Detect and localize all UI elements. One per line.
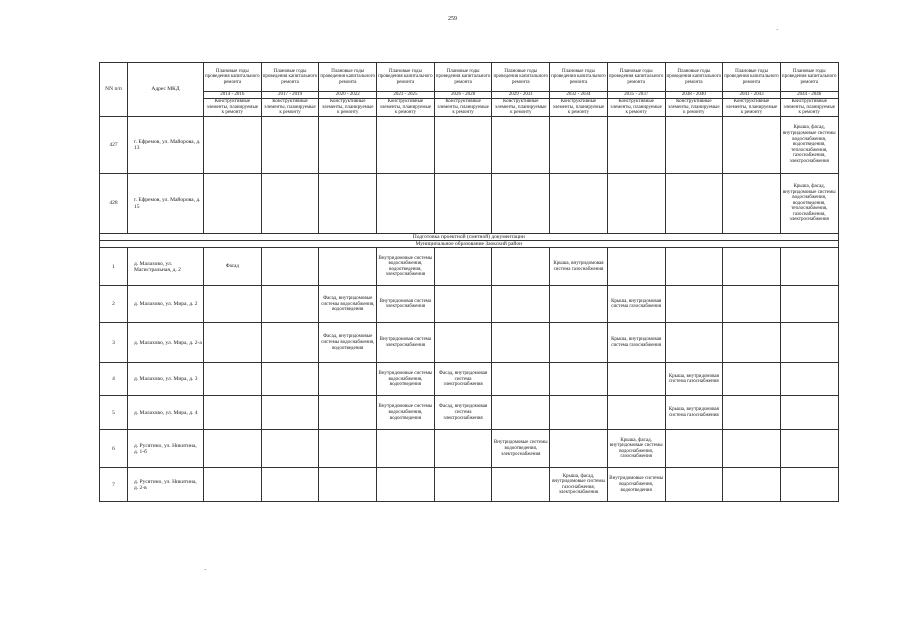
cell [723, 174, 781, 234]
cell [261, 248, 319, 286]
header-period: Плановые годы проведения капитального ремонта [261, 63, 319, 92]
cell [319, 248, 377, 286]
cell [723, 430, 781, 468]
header-elements: Конструктивные элементы, планируемые к ремонту [204, 99, 262, 117]
cell [780, 363, 838, 396]
header-range: 2041 - 2043 [723, 92, 781, 99]
cell: Фасад, внутридомовая система электроснабжения [434, 396, 492, 430]
table-row [100, 468, 839, 502]
cell [550, 396, 608, 430]
header-range: 2035 - 2037 [607, 92, 665, 99]
header-period: Плановые годы проведения капитального ремонта [204, 63, 262, 92]
cell [261, 286, 319, 323]
header-elements: Конструктивные элементы, планируемые к ремонту [492, 99, 550, 117]
table-row [100, 117, 839, 174]
row-number: 427 [100, 117, 128, 174]
header-elements: Конструктивные элементы, планируемые к ремонту [723, 99, 781, 117]
cell [434, 323, 492, 363]
cell: Крыша, фасад, внутридомовые системы водоснабжения, газоснабжения [607, 430, 665, 468]
cell [204, 286, 262, 323]
header-period: Плановые годы проведения капитального ремонта [607, 63, 665, 92]
cell [550, 323, 608, 363]
cell: Внутридомовые системы водоснабжения, водоотведения [377, 363, 435, 396]
cell [492, 174, 550, 234]
header-period: Плановые годы проведения капитального ремонта [550, 63, 608, 92]
header-address: Адрес МКД [128, 63, 204, 117]
cell [723, 396, 781, 430]
table-row [100, 248, 839, 286]
row-address: д. Малахово, ул. Магистральная, д. 2 [128, 248, 204, 286]
table-row [100, 396, 839, 430]
cell [377, 174, 435, 234]
cell [665, 286, 723, 323]
cell [723, 363, 781, 396]
section-title: Подготовка проектной (сметной) документации [100, 234, 839, 241]
cell [261, 363, 319, 396]
table-row [100, 323, 839, 363]
cell [377, 430, 435, 468]
cell [550, 174, 608, 234]
cell [204, 363, 262, 396]
cell: Внутридомовые системы водоснабжения, водоотведения [377, 396, 435, 430]
cell [492, 468, 550, 502]
cell [261, 117, 319, 174]
cell [377, 117, 435, 174]
cell [434, 174, 492, 234]
cell [607, 117, 665, 174]
cell [319, 396, 377, 430]
cell [204, 174, 262, 234]
header-range: 2023 - 2025 [377, 92, 435, 99]
row-address: г. Ефремов, ул. Майорова, д. 15 [128, 174, 204, 234]
cell [665, 248, 723, 286]
header-range: 2044 - 2046 [780, 92, 838, 99]
header-elements: Конструктивные элементы, планируемые к ремонту [261, 99, 319, 117]
cell: Фасад, внутридомовая система электроснабжения [434, 363, 492, 396]
header-elements: Конструктивные элементы, планируемые к ремонту [665, 99, 723, 117]
header-range: 2032 - 2034 [550, 92, 608, 99]
subsection-row [100, 241, 839, 248]
cell: Крыша, фасад, внутридомовые системы газоснабжения, электроснабжения [550, 468, 608, 502]
cell [434, 248, 492, 286]
header-range: 2029 - 2031 [492, 92, 550, 99]
cell [492, 286, 550, 323]
header-elements: Конструктивные элементы, планируемые к ремонту [550, 99, 608, 117]
table-row [100, 363, 839, 396]
cell [261, 430, 319, 468]
cell [377, 468, 435, 502]
cell [261, 468, 319, 502]
header-range: 2017 - 2019 [261, 92, 319, 99]
row-address: д. Малахово, ул. Мира, д. 4 [128, 396, 204, 430]
cell [607, 248, 665, 286]
section-row [100, 234, 839, 241]
row-address: д. Русятино, ул. Никитина, д. 1-б [128, 430, 204, 468]
cell [204, 323, 262, 363]
header-period: Плановые годы проведения капитального ремонта [665, 63, 723, 92]
cell: Внутридомовые системы водоснабжения, водоотведения, электроснабжения [377, 248, 435, 286]
header-period: Плановые годы проведения капитального ремонта [434, 63, 492, 92]
cell: Фасад, внутридомовые системы водоснабжения, водоотведения [319, 286, 377, 323]
cell: Внутридомовые системы водоотведения, электроснабжения [492, 430, 550, 468]
cell [723, 248, 781, 286]
cell: Крыша, внутридомовая система газоснабжения [607, 323, 665, 363]
cell [723, 117, 781, 174]
cell [607, 363, 665, 396]
cell [607, 396, 665, 430]
cell: Фасад [204, 248, 262, 286]
cell [665, 468, 723, 502]
row-number: 5 [100, 396, 128, 430]
row-number: 7 [100, 468, 128, 502]
header-period: Плановые годы проведения капитального ремонта [780, 63, 838, 92]
header-elements: Конструктивные элементы, планируемые к ремонту [607, 99, 665, 117]
header-period: Плановые годы проведения капитального ремонта [319, 63, 377, 92]
cell [319, 117, 377, 174]
cell [204, 430, 262, 468]
cell [261, 396, 319, 430]
header-elements: Конструктивные элементы, планируемые к ремонту [434, 99, 492, 117]
cell [319, 174, 377, 234]
table-row [100, 174, 839, 234]
header-num: NN п/п [100, 63, 128, 117]
row-address: д. Малахово, ул. Мира, д. 3 [128, 363, 204, 396]
cell [550, 430, 608, 468]
cell [780, 248, 838, 286]
row-address: г. Ефремов, ул. Майорова, д. 13 [128, 117, 204, 174]
cell: Внутридомовые системы водоснабжения, водоотведения [607, 468, 665, 502]
cell [780, 430, 838, 468]
row-number: 3 [100, 323, 128, 363]
capital-repair-plan-table [99, 62, 839, 502]
header-range: 2026 - 2028 [434, 92, 492, 99]
header-period: Плановые годы проведения капитального ремонта [723, 63, 781, 92]
header-period: Плановые годы проведения капитального ремонта [492, 63, 550, 92]
cell [492, 363, 550, 396]
header-range: 2020 - 2022 [319, 92, 377, 99]
cell [723, 323, 781, 363]
margin-mark: · [776, 26, 779, 34]
header-elements: Конструктивные элементы, планируемые к ремонту [377, 99, 435, 117]
cell: Крыша, фасад, внутридомовые системы водоснабжения, водоотведения, теплоснабжения, газоснабжения, электроснабжения [780, 174, 838, 234]
row-number: 1 [100, 248, 128, 286]
header-range: 2038 - 2040 [665, 92, 723, 99]
cell [607, 174, 665, 234]
margin-mark: · [204, 566, 207, 574]
cell [550, 117, 608, 174]
cell: Крыша, внутридомовая система газоснабжения [607, 286, 665, 323]
cell [319, 430, 377, 468]
cell [434, 430, 492, 468]
cell [665, 323, 723, 363]
row-address: д. Малахово, ул. Мира, д. 2-а [128, 323, 204, 363]
cell [434, 117, 492, 174]
row-number: 2 [100, 286, 128, 323]
cell: Крыша, внутридомовая система газоснабжения [550, 248, 608, 286]
page-number: 259 [448, 16, 457, 22]
table-row [100, 430, 839, 468]
cell [492, 248, 550, 286]
cell [492, 117, 550, 174]
cell [319, 363, 377, 396]
cell [492, 323, 550, 363]
cell [204, 468, 262, 502]
cell: Крыша, внутридомовая система газоснабжения [665, 396, 723, 430]
cell [723, 468, 781, 502]
cell [780, 323, 838, 363]
cell [665, 430, 723, 468]
header-period: Плановые годы проведения капитального ремонта [377, 63, 435, 92]
cell [550, 363, 608, 396]
cell: Внутридомовая система электроснабжения [377, 323, 435, 363]
cell [780, 286, 838, 323]
cell [550, 286, 608, 323]
cell [434, 286, 492, 323]
cell [261, 174, 319, 234]
row-number: 428 [100, 174, 128, 234]
row-number: 4 [100, 363, 128, 396]
cell [665, 174, 723, 234]
cell: Крыша, фасад, внутридомовые системы водоснабжения, водоотведения, теплоснабжения, газоснабжения, электроснабжения [780, 117, 838, 174]
row-number: 6 [100, 430, 128, 468]
cell [665, 117, 723, 174]
row-address: д. Русятино, ул. Никитина, д. 2-в [128, 468, 204, 502]
cell [261, 323, 319, 363]
cell: Внутридомовая система электроснабжения [377, 286, 435, 323]
cell [723, 286, 781, 323]
cell: Крыша, внутридомовая система газоснабжения [665, 363, 723, 396]
header-elements: Конструктивные элементы, планируемые к ремонту [780, 99, 838, 117]
cell [434, 468, 492, 502]
subsection-title: Муниципальное образование Заокский район [100, 241, 839, 248]
cell [492, 396, 550, 430]
row-address: д. Малахово, ул. Мира, д. 2 [128, 286, 204, 323]
cell [204, 396, 262, 430]
cell [780, 396, 838, 430]
header-range: 2014 - 2016 [204, 92, 262, 99]
cell [319, 468, 377, 502]
cell: Фасад, внутридомовые системы водоснабжения, водоотведения [319, 323, 377, 363]
header-elements: Конструктивные элементы, планируемые к ремонту [319, 99, 377, 117]
table-row [100, 286, 839, 323]
cell [204, 117, 262, 174]
cell [780, 468, 838, 502]
